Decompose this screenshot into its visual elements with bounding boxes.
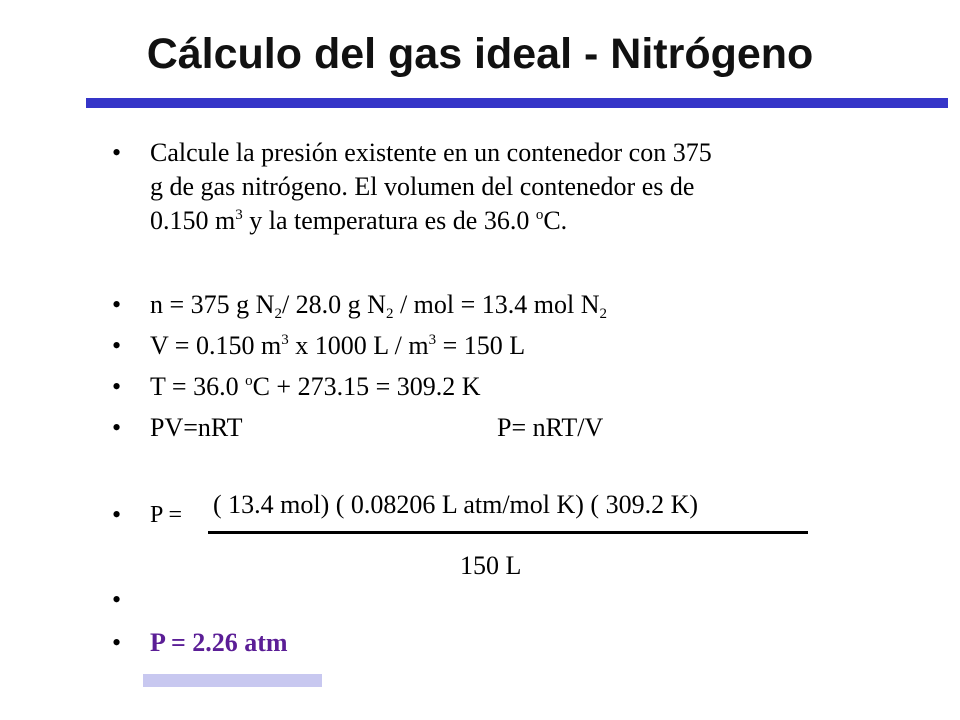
title-underline-bar xyxy=(86,98,948,108)
fraction-bar xyxy=(208,531,808,534)
result-text: P = 2.26 atm xyxy=(150,628,288,657)
bullet-marker: • xyxy=(112,500,122,529)
problem-line-2: g de gas nitrógeno. El volumen del contenedor es de xyxy=(150,172,695,201)
slide-title: Cálculo del gas ideal - Nitrógeno xyxy=(146,30,814,78)
bullet-marker: • xyxy=(112,413,122,442)
bullet-marker: • xyxy=(112,372,122,401)
temperature-equation: T = 36.0 $^o$C + 273.15 = 309.2 K xyxy=(150,372,481,401)
result-highlight-bar xyxy=(143,674,322,687)
problem-line-3: 0.150 $m^3$ y la temperatura es de 36.0 $^o$C. xyxy=(150,206,568,235)
bullet-marker: • xyxy=(112,628,122,657)
fraction-denominator: 150 L xyxy=(460,551,522,580)
volume-equation: V = 0.150 $m^3$ x 1000 $L / m^3 = 150$ L xyxy=(150,331,526,360)
ideal-gas-law: PV=nRT xyxy=(150,413,243,442)
bullet-marker: • xyxy=(112,585,122,614)
bullet-marker: • xyxy=(112,138,122,167)
pressure-prefix: P = xyxy=(150,502,182,528)
moles-equation: n = 375 g $N_2/$ 28.0 g $N_2$ / mol = 13.4 mol $N_2$ xyxy=(150,290,608,322)
pressure-formula: P= nRT/V xyxy=(497,413,604,442)
bullet-marker: • xyxy=(112,331,122,360)
bullet-marker: • xyxy=(112,290,122,319)
fraction-numerator: ( 13.4 mol) ( 0.08206 L atm/mol K) ( 309.2 K) xyxy=(213,490,699,519)
problem-line-1: Calcule la presión existente en un contenedor con 375 xyxy=(150,138,712,167)
